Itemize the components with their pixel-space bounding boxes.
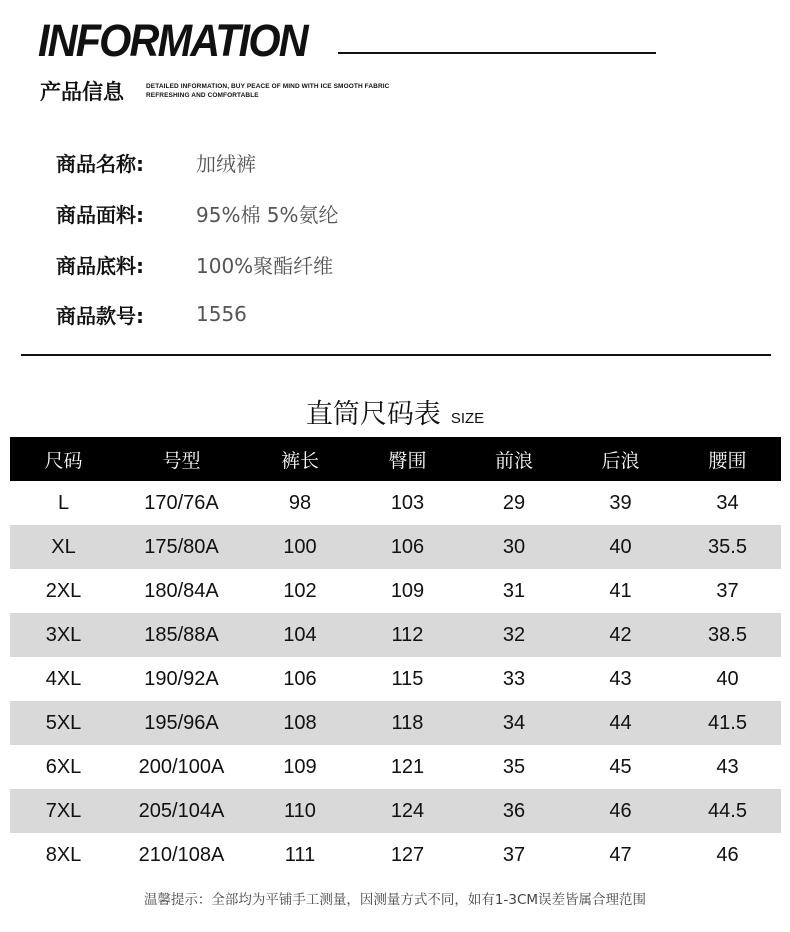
table-cell: 200/100A bbox=[138, 755, 225, 778]
info-caption bbox=[146, 82, 389, 100]
table-cell: 2XL bbox=[45, 579, 82, 602]
table-cell: 40 bbox=[609, 535, 632, 558]
table-cell: 33 bbox=[502, 667, 526, 690]
table-cell: 35 bbox=[502, 755, 526, 778]
table-row bbox=[10, 613, 781, 657]
table-row bbox=[10, 833, 781, 877]
size-table-title-cn: 直筒尺码表 bbox=[305, 399, 441, 430]
size-table bbox=[10, 437, 781, 877]
table-cell: 7XL bbox=[45, 799, 82, 822]
info-value: 1556 bbox=[196, 302, 247, 326]
table-cell: 175/80A bbox=[144, 535, 219, 558]
table-cell: 100 bbox=[283, 535, 317, 558]
table-cell: 205/104A bbox=[138, 799, 225, 822]
section-divider bbox=[21, 354, 771, 356]
column-header: 尺码 bbox=[44, 449, 83, 472]
info-row-name bbox=[56, 142, 256, 182]
table-cell: 115 bbox=[391, 667, 424, 690]
table-cell: 41.5 bbox=[708, 711, 747, 734]
size-table-title-en: SIZE bbox=[450, 410, 485, 427]
table-row bbox=[10, 657, 781, 701]
table-cell: 109 bbox=[390, 579, 425, 602]
info-row-fabric bbox=[56, 193, 339, 233]
table-cell: XL bbox=[51, 535, 76, 558]
table-cell: 106 bbox=[283, 667, 317, 690]
table-cell: 111 bbox=[284, 843, 316, 866]
table-cell: 37 bbox=[716, 579, 739, 602]
table-cell: 44.5 bbox=[708, 799, 747, 822]
table-cell: 34 bbox=[716, 491, 739, 514]
column-header: 裤长 bbox=[280, 449, 319, 472]
table-cell: 3XL bbox=[45, 623, 82, 646]
table-cell: 42 bbox=[609, 623, 632, 646]
table-cell: 104 bbox=[283, 623, 317, 646]
table-cell: 37 bbox=[502, 843, 526, 866]
table-cell: 31 bbox=[502, 579, 526, 602]
table-cell: 44 bbox=[609, 711, 632, 734]
table-cell: 47 bbox=[609, 843, 632, 866]
product-info-heading: 产品信息 bbox=[40, 80, 124, 104]
table-cell: 127 bbox=[390, 843, 425, 866]
table-cell: 112 bbox=[391, 623, 424, 646]
info-label: 商品款号: bbox=[56, 303, 144, 328]
table-cell: 103 bbox=[390, 491, 425, 514]
info-caption-line-2: REFRESHING AND COMFORTABLE bbox=[146, 92, 259, 99]
table-row bbox=[10, 701, 781, 745]
table-cell: 43 bbox=[716, 755, 739, 778]
table-cell: 190/92A bbox=[144, 667, 219, 690]
table-cell: 195/96A bbox=[144, 711, 219, 734]
table-cell: 45 bbox=[609, 755, 632, 778]
table-cell: 43 bbox=[609, 667, 632, 690]
table-cell: 98 bbox=[288, 491, 312, 514]
info-value: 95%棉 5%氨纶 bbox=[196, 202, 339, 227]
table-cell: 46 bbox=[716, 843, 739, 866]
table-row bbox=[10, 789, 781, 833]
column-header: 号型 bbox=[162, 449, 201, 472]
info-row-lining bbox=[56, 244, 333, 284]
info-caption-line-1: DETAILED INFORMATION, BUY PEACE OF MIND WITH ICE SMOOTH FABRIC bbox=[146, 83, 390, 90]
column-header: 臀围 bbox=[388, 449, 427, 472]
information-title: INFORMATION bbox=[38, 15, 307, 66]
table-cell: 5XL bbox=[45, 711, 82, 734]
table-cell: 34 bbox=[502, 711, 526, 734]
info-value: 100%聚酯纤维 bbox=[196, 253, 334, 278]
info-value: 加绒裤 bbox=[196, 151, 256, 176]
table-cell: 32 bbox=[502, 623, 526, 646]
table-cell: 102 bbox=[283, 579, 317, 602]
table-cell: 210/108A bbox=[138, 843, 225, 866]
table-cell: 110 bbox=[284, 799, 316, 822]
table-cell: 124 bbox=[390, 799, 425, 822]
info-label: 商品面料: bbox=[56, 202, 144, 227]
table-cell: 109 bbox=[283, 755, 317, 778]
table-cell: 8XL bbox=[45, 843, 82, 866]
info-label: 商品名称: bbox=[56, 151, 144, 176]
table-cell: 170/76A bbox=[144, 491, 219, 514]
measurement-footnote: 温馨提示：全部均为平铺手工测量，因测量方式不同，如有1-3CM误差皆属合理范围 bbox=[143, 892, 647, 908]
table-body bbox=[10, 481, 781, 877]
table-cell: 106 bbox=[390, 535, 425, 558]
table-cell: 121 bbox=[390, 755, 425, 778]
column-header: 前浪 bbox=[494, 449, 533, 472]
table-cell: 46 bbox=[609, 799, 632, 822]
column-header: 腰围 bbox=[708, 449, 747, 472]
column-header: 后浪 bbox=[601, 449, 640, 472]
table-cell: 29 bbox=[502, 491, 526, 514]
table-cell: 6XL bbox=[45, 755, 82, 778]
table-row bbox=[10, 745, 781, 789]
table-cell: 40 bbox=[716, 667, 739, 690]
table-row bbox=[10, 569, 781, 613]
table-cell: 38.5 bbox=[708, 623, 747, 646]
size-table-title bbox=[0, 392, 790, 431]
table-row bbox=[10, 481, 781, 525]
table-cell: 39 bbox=[609, 491, 632, 514]
table-cell: 41 bbox=[609, 579, 632, 602]
table-cell: 108 bbox=[283, 711, 317, 734]
table-cell: 35.5 bbox=[708, 535, 747, 558]
info-row-style-number bbox=[56, 294, 247, 334]
title-underline bbox=[338, 52, 656, 54]
table-row bbox=[10, 525, 781, 569]
table-header-row bbox=[10, 437, 781, 481]
table-cell: 180/84A bbox=[144, 579, 219, 602]
table-cell: 4XL bbox=[45, 667, 82, 690]
table-cell: 36 bbox=[502, 799, 526, 822]
table-cell: 185/88A bbox=[144, 623, 219, 646]
table-cell: 30 bbox=[502, 535, 526, 558]
info-label: 商品底料: bbox=[56, 253, 144, 278]
table-cell: 118 bbox=[391, 711, 424, 734]
table-cell: L bbox=[57, 491, 70, 514]
